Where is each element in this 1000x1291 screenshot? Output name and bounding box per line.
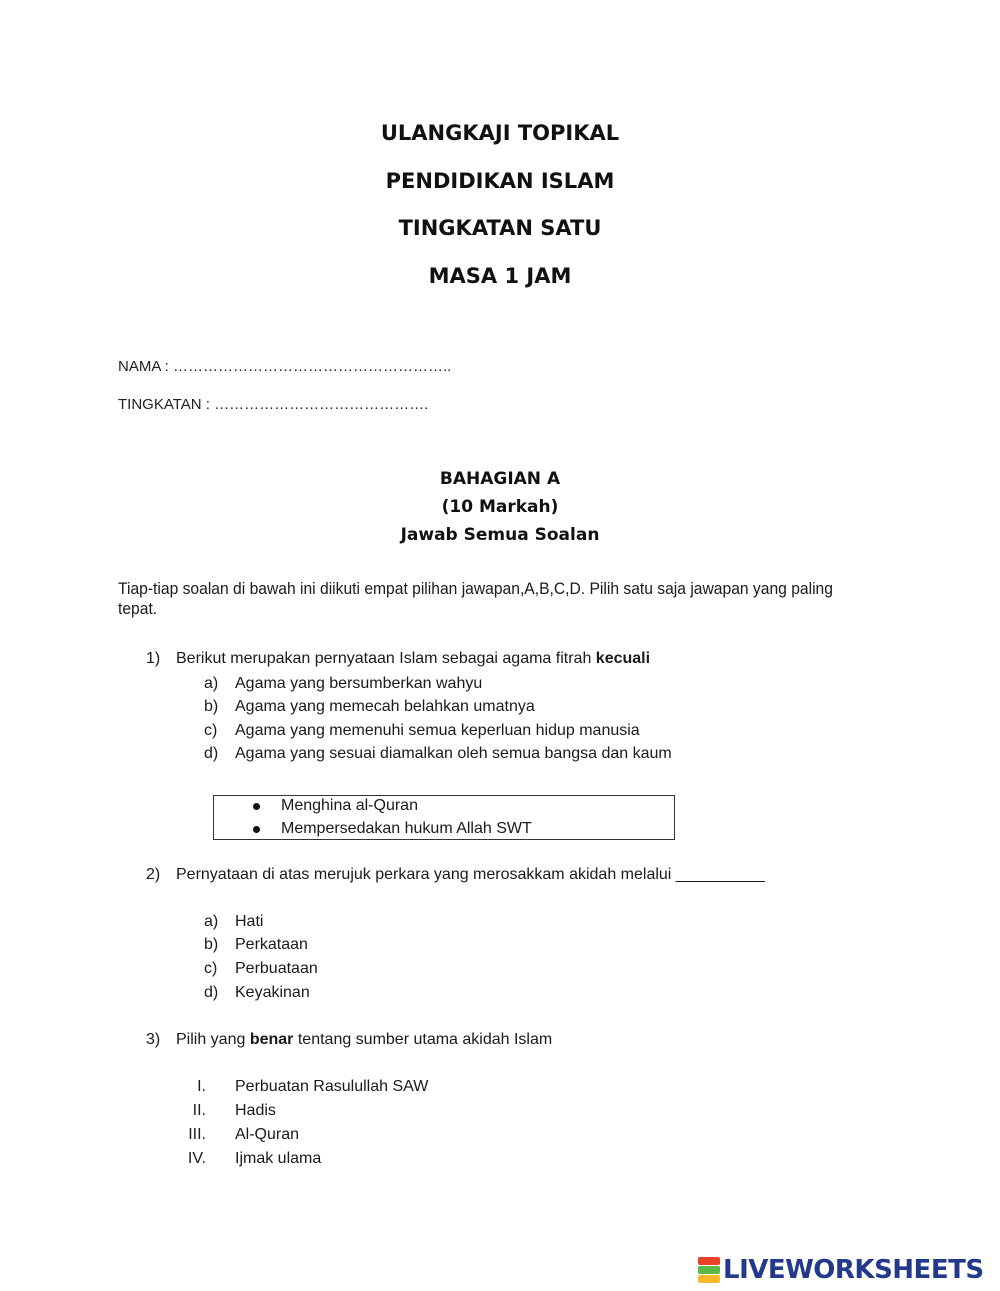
question-1-option-a[interactable]: Agama yang bersumberkan wahyu [235, 675, 483, 692]
question-3-item-4: Ijmak ulama [235, 1150, 322, 1167]
question-2-option-d-label: d) [204, 984, 219, 1001]
instructions-line-2: tepat. [118, 599, 158, 618]
question-1-option-c[interactable]: Agama yang memenuhi semua keperluan hidup manusia [235, 722, 640, 739]
question-3-item-1: Perbuatan Rasulullah SAW [235, 1078, 429, 1095]
question-2-option-b[interactable]: Perkataan [235, 936, 308, 953]
section-marks: (10 Markah) [441, 497, 559, 517]
question-3-stem-pre: Pilih yang [176, 1031, 250, 1048]
question-3-number: 3) [146, 1031, 161, 1048]
logo-text: LIVEWORKSHEETS [723, 1255, 984, 1285]
statement-bullet-2 [253, 826, 260, 833]
question-3-item-4-label: IV. [187, 1150, 206, 1167]
question-2-text: Pernyataan di atas merujuk perkara yang merosakkam akidah melalui __________ [176, 866, 765, 883]
question-3-item-2: Hadis [235, 1102, 276, 1119]
question-2-option-a-label: a) [204, 913, 219, 930]
question-2-option-d[interactable]: Keyakinan [235, 984, 310, 1001]
question-1-keyword: kecuali [595, 650, 651, 667]
question-1-option-c-label: c) [204, 722, 218, 739]
question-3-item-3-label: III. [188, 1126, 206, 1143]
liveworksheets-logo-icon [698, 1257, 720, 1283]
statement-2: Mempersedakan hukum Allah SWT [281, 820, 532, 837]
question-2-option-c-label: c) [204, 960, 218, 977]
question-2-option-a[interactable]: Hati [235, 913, 264, 930]
form-field[interactable]: TINGKATAN : ……………………………………. [118, 396, 429, 413]
liveworksheets-logo[interactable] [698, 1255, 984, 1285]
question-3-text [176, 1031, 552, 1049]
title-line-3: TINGKATAN SATU [398, 216, 602, 240]
question-1-option-d-label: d) [204, 745, 219, 762]
question-2-number: 2) [146, 866, 161, 883]
logo-bar-green [698, 1266, 720, 1274]
question-2-option-b-label: b) [204, 936, 219, 953]
title-line-4: MASA 1 JAM [428, 264, 572, 288]
question-1-text [176, 650, 650, 668]
logo-bar-yellow [698, 1275, 720, 1283]
question-1-stem: Berikut merupakan pernyataan Islam sebagai agama fitrah [176, 650, 596, 667]
question-1-option-d[interactable]: Agama yang sesuai diamalkan oleh semua bangsa dan kaum [235, 745, 672, 762]
question-3-keyword: benar [249, 1031, 294, 1048]
question-1-option-b-label: b) [204, 698, 219, 715]
section-instruction: Jawab Semua Soalan [400, 525, 600, 545]
question-1-option-b[interactable]: Agama yang memecah belahkan umatnya [235, 698, 535, 715]
question-1-number: 1) [146, 650, 161, 667]
logo-bar-red [698, 1257, 720, 1265]
statement-1: Menghina al-Quran [281, 797, 418, 814]
title-line-1: ULANGKAJI TOPIKAL [380, 121, 620, 145]
instructions-line-1: Tiap-tiap soalan di bawah ini diikuti empat pilihan jawapan,A,B,C,D. Pilih satu saja jawapan yang paling [118, 579, 833, 598]
question-2-option-c[interactable]: Perbuataan [235, 960, 318, 977]
question-3-stem-post: tentang sumber utama akidah Islam [293, 1031, 553, 1048]
name-field[interactable]: NAMA : ……………………………………………….. [118, 358, 452, 375]
question-1-option-a-label: a) [204, 675, 219, 692]
statement-bullet-1 [253, 803, 260, 810]
section-title: BAHAGIAN A [439, 469, 561, 489]
question-3-item-2-label: II. [192, 1102, 206, 1119]
title-line-2: PENDIDIKAN ISLAM [385, 169, 615, 193]
question-3-item-1-label: I. [197, 1078, 206, 1095]
question-3-item-3: Al-Quran [235, 1126, 300, 1143]
instructions-text [118, 579, 833, 619]
